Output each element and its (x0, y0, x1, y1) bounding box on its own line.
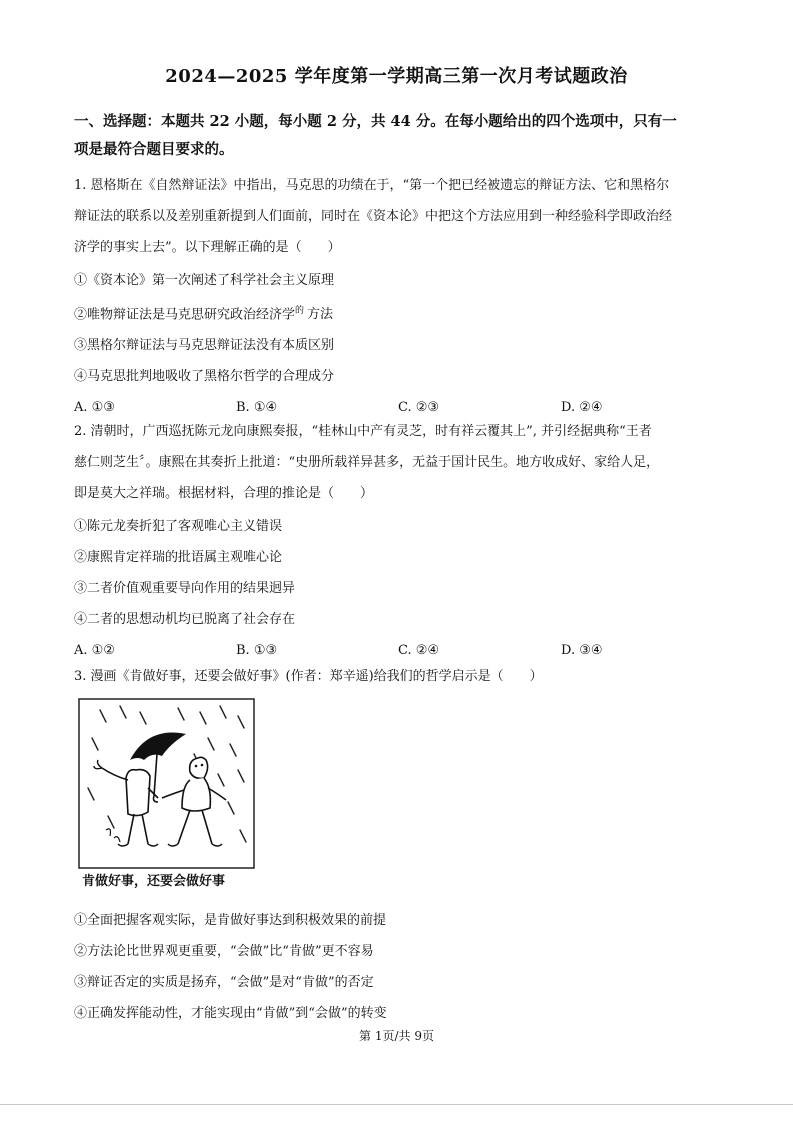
question-2-options (74, 637, 726, 664)
question-2-option-c[interactable]: C. ②④ (398, 643, 440, 658)
question-1-statement (74, 296, 726, 330)
question-2 (74, 418, 726, 664)
question-3-statement: ②方法论比世界观更重要，“会做”比“肯做”更不容易 (74, 944, 374, 959)
question-1-option-c[interactable]: C. ②③ (398, 400, 440, 416)
question-1 (74, 172, 726, 421)
question-2-option-d[interactable]: D. ③④ (561, 643, 603, 658)
question-2-statement: ①陈元龙奏折犯了客观唯心主义错误 (74, 519, 283, 534)
question-3-statement: ①全面把握客观实际，是肯做好事达到积极效果的前提 (74, 913, 387, 928)
question-1-option-a[interactable]: A. ①③ (74, 400, 115, 416)
question-3-statement: ③辩证否定的实质是扬弃，“会做”是对“肯做”的否定 (74, 975, 374, 990)
question-3-statements (74, 905, 726, 1029)
question-1-statement: ①《资本论》第一次阐述了科学社会主义原理 (74, 273, 335, 288)
question-1-statement-text: ②唯物辩证法是马克思研究政治经济学 (74, 307, 296, 323)
question-1-statement-superscript: 的 (295, 306, 305, 316)
cartoon-caption: 肯做好事，还要会做好事 (82, 874, 226, 889)
question-2-stem-line: 慈仁则芝生〞。康熙在其奏折上批道：“史册所载祥异甚多，无益于国计民生。地方收成好、家给人足， (74, 455, 660, 470)
question-1-stem-line: 辩证法的联系以及差别重新提到人们面前，同时在《资本论》中把这个方法应用到一种经验科学即政治经 (74, 209, 673, 224)
question-1-stem-line: 济学的事实上去”。以下理解正确的是（ ） (74, 240, 341, 255)
question-2-statement: ④二者的思想动机均已脱离了社会存在 (74, 612, 296, 627)
question-1-statement: ③黑格尔辩证法与马克思辩证法没有本质区别 (74, 338, 335, 354)
question-1-option-d[interactable]: D. ②④ (561, 400, 603, 416)
question-2-option-b[interactable]: B. ①③ (236, 643, 278, 658)
question-2-stem-line: 即是莫大之祥瑞。根据材料，合理的推论是（ ） (74, 486, 374, 501)
question-2-option-a[interactable]: A. ①② (74, 643, 115, 658)
question-3-statement: ④正确发挥能动性，才能实现由“肯做”到“会做”的转变 (74, 1006, 387, 1021)
page-title: 2024—2025 学年度第一学期高三第一次月考试题政治 (165, 66, 628, 87)
question-2-stem-line: 2. 清朝时，广西巡抚陈元龙向康熙奏报，“桂林山中产有灵芝，时有祥云覆其上”, 并引经据典称“王者 (74, 424, 652, 439)
cartoon-figure (78, 698, 256, 892)
section-heading (74, 108, 726, 164)
page-number-footer: 第 1页/共 9页 (359, 1029, 434, 1043)
question-3 (74, 666, 726, 688)
bottom-divider (0, 1104, 793, 1105)
question-1-option-b[interactable]: B. ①④ (236, 400, 278, 416)
section-heading-line-1: 一、选择题：本题共 22 小题，每小题 2 分，共 44 分。在每小题给出的四个选项中，只有一 (74, 113, 677, 130)
section-heading-line-2: 项是最符合题目要求的。 (74, 141, 234, 158)
cartoon-illustration (78, 698, 256, 870)
question-2-statement: ③二者价值观重要导向作用的结果迥异 (74, 581, 296, 596)
question-3-stem: 3. 漫画《肯做好事，还要会做好事》(作者：郑辛遥)给我们的哲学启示是（ ） (74, 669, 543, 684)
question-1-stem-line: 1. 恩格斯在《自然辩证法》中指出，马克思的功绩在于，“第一个把已经被遗忘的辩证方法、它和黑格尔 (74, 178, 670, 193)
question-1-statement-end: 方法 (307, 307, 334, 323)
question-1-statement: ④马克思批判地吸收了黑格尔哲学的合理成分 (74, 369, 335, 385)
question-2-statement: ②康熙肯定祥瑞的批语属主观唯心论 (74, 550, 283, 565)
